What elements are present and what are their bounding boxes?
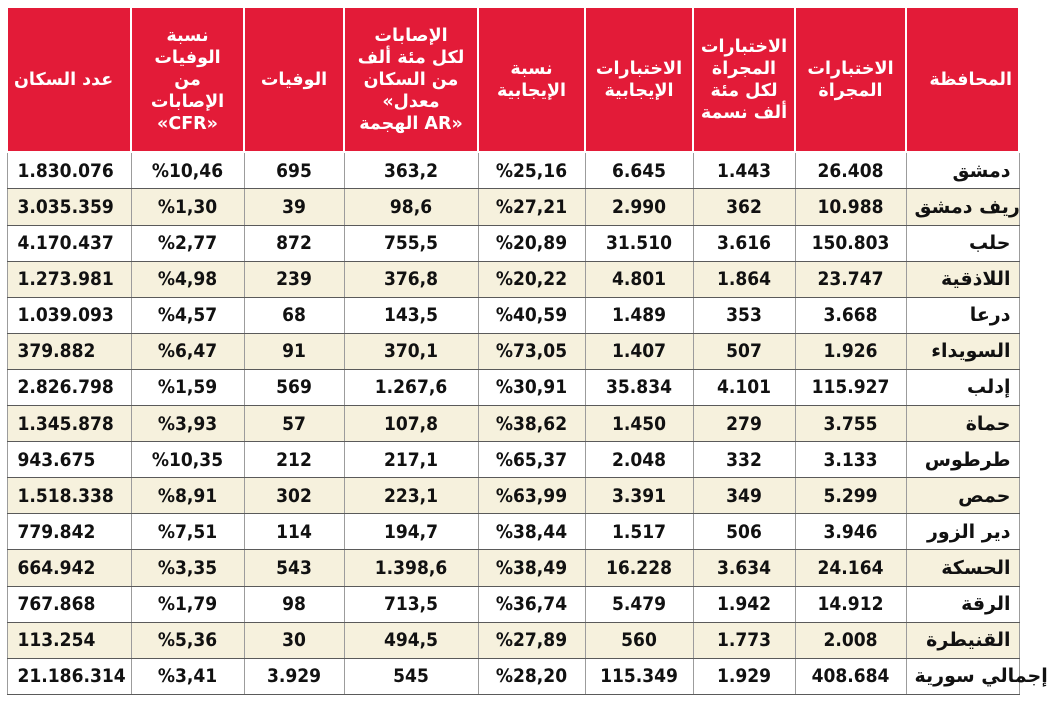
cell-governorate: إجمالي سورية <box>906 658 1019 694</box>
header-row <box>7 7 1019 152</box>
cell-governorate: حمص <box>906 478 1019 514</box>
cell-deaths: 302 <box>244 478 344 514</box>
cell-attack-rate: 713,5 <box>344 586 478 622</box>
cell-cfr: %3,93 <box>131 406 244 442</box>
cell-tests-done: 26.408 <box>795 152 906 189</box>
cell-attack-rate: 545 <box>344 658 478 694</box>
table-row <box>7 514 1019 550</box>
cell-cfr: %5,36 <box>131 622 244 658</box>
header-positive-tests: الاختبارات الإيجابية <box>585 7 693 152</box>
cell-governorate: اللاذقية <box>906 261 1019 297</box>
cell-population: 1.345.878 <box>7 406 131 442</box>
cell-tests-done: 10.988 <box>795 189 906 225</box>
cell-population: 21.186.314 <box>7 658 131 694</box>
cell-positivity: %38,44 <box>478 514 585 550</box>
cell-positivity: %28,20 <box>478 658 585 694</box>
cell-population: 943.675 <box>7 442 131 478</box>
table-row <box>7 586 1019 622</box>
cell-positive-tests: 1.407 <box>585 333 693 369</box>
cell-cfr: %7,51 <box>131 514 244 550</box>
cell-deaths: 569 <box>244 369 344 405</box>
cell-cfr: %10,46 <box>131 152 244 189</box>
cell-positive-tests: 2.048 <box>585 442 693 478</box>
cell-tests-per-100k: 1.443 <box>693 152 795 189</box>
cell-tests-per-100k: 1.942 <box>693 586 795 622</box>
cell-deaths: 91 <box>244 333 344 369</box>
cell-population: 1.039.093 <box>7 297 131 333</box>
cell-deaths: 3.929 <box>244 658 344 694</box>
cell-attack-rate: 143,5 <box>344 297 478 333</box>
cell-tests-done: 3.133 <box>795 442 906 478</box>
cell-tests-per-100k: 4.101 <box>693 369 795 405</box>
cell-tests-done: 3.668 <box>795 297 906 333</box>
cell-positive-tests: 1.517 <box>585 514 693 550</box>
table-row <box>7 622 1019 658</box>
cell-tests-per-100k: 279 <box>693 406 795 442</box>
cell-population: 2.826.798 <box>7 369 131 405</box>
cell-governorate: حلب <box>906 225 1019 261</box>
cell-population: 767.868 <box>7 586 131 622</box>
cell-deaths: 212 <box>244 442 344 478</box>
cell-tests-per-100k: 1.864 <box>693 261 795 297</box>
cell-attack-rate: 1.398,6 <box>344 550 478 586</box>
cell-deaths: 872 <box>244 225 344 261</box>
cell-positive-tests: 35.834 <box>585 369 693 405</box>
cell-governorate: ريف دمشق <box>906 189 1019 225</box>
cell-cfr: %1,59 <box>131 369 244 405</box>
table-row <box>7 261 1019 297</box>
cell-positivity: %38,49 <box>478 550 585 586</box>
cell-governorate: الرقة <box>906 586 1019 622</box>
cell-tests-per-100k: 506 <box>693 514 795 550</box>
cell-cfr: %4,98 <box>131 261 244 297</box>
cell-positivity: %38,62 <box>478 406 585 442</box>
cell-positivity: %27,89 <box>478 622 585 658</box>
table-row <box>7 478 1019 514</box>
cell-cfr: %10,35 <box>131 442 244 478</box>
cell-tests-done: 14.912 <box>795 586 906 622</box>
cell-governorate: دمشق <box>906 152 1019 189</box>
cell-positivity: %20,22 <box>478 261 585 297</box>
cell-deaths: 543 <box>244 550 344 586</box>
cell-governorate: طرطوس <box>906 442 1019 478</box>
cell-positivity: %30,91 <box>478 369 585 405</box>
cell-governorate: الحسكة <box>906 550 1019 586</box>
cell-population: 779.842 <box>7 514 131 550</box>
cell-positivity: %65,37 <box>478 442 585 478</box>
header-positivity: نسبة الإيجابية <box>478 7 585 152</box>
cell-positivity: %27,21 <box>478 189 585 225</box>
table-body <box>7 152 1048 695</box>
cell-positive-tests: 1.489 <box>585 297 693 333</box>
covid-governorate-table <box>6 6 1048 695</box>
cell-tests-done: 2.008 <box>795 622 906 658</box>
cell-positive-tests: 5.479 <box>585 586 693 622</box>
cell-deaths: 114 <box>244 514 344 550</box>
cell-tests-done: 150.803 <box>795 225 906 261</box>
cell-deaths: 98 <box>244 586 344 622</box>
cell-positive-tests: 1.450 <box>585 406 693 442</box>
cell-deaths: 239 <box>244 261 344 297</box>
cell-governorate: السويداء <box>906 333 1019 369</box>
cell-positive-tests: 560 <box>585 622 693 658</box>
cell-tests-per-100k: 1.929 <box>693 658 795 694</box>
cell-tests-per-100k: 362 <box>693 189 795 225</box>
table-row <box>7 406 1019 442</box>
cell-governorate: حماة <box>906 406 1019 442</box>
cell-population: 113.254 <box>7 622 131 658</box>
cell-cfr: %6,47 <box>131 333 244 369</box>
cell-attack-rate: 223,1 <box>344 478 478 514</box>
cell-tests-per-100k: 507 <box>693 333 795 369</box>
cell-cfr: %1,79 <box>131 586 244 622</box>
cell-attack-rate: 1.267,6 <box>344 369 478 405</box>
cell-positivity: %63,99 <box>478 478 585 514</box>
header-population: عدد السكان <box>7 7 131 152</box>
cell-positive-tests: 4.801 <box>585 261 693 297</box>
cell-cfr: %3,41 <box>131 658 244 694</box>
cell-deaths: 68 <box>244 297 344 333</box>
cell-tests-done: 408.684 <box>795 658 906 694</box>
cell-attack-rate: 98,6 <box>344 189 478 225</box>
cell-deaths: 57 <box>244 406 344 442</box>
table-row <box>7 189 1019 225</box>
cell-positive-tests: 115.349 <box>585 658 693 694</box>
cell-cfr: %8,91 <box>131 478 244 514</box>
cell-tests-done: 24.164 <box>795 550 906 586</box>
table-row <box>7 550 1019 586</box>
cell-attack-rate: 370,1 <box>344 333 478 369</box>
header-cfr: نسبة الوفيات من الإصابات «CFR» <box>131 7 244 152</box>
header-governorate: المحافظة <box>906 7 1019 152</box>
cell-attack-rate: 217,1 <box>344 442 478 478</box>
cell-tests-per-100k: 349 <box>693 478 795 514</box>
cell-population: 4.170.437 <box>7 225 131 261</box>
cell-population: 1.830.076 <box>7 152 131 189</box>
header-attack-rate: الإصابات لكل مئة ألف من السكان «معدل الهجمة AR» <box>344 7 478 152</box>
table-row <box>7 369 1019 405</box>
cell-attack-rate: 494,5 <box>344 622 478 658</box>
cell-population: 379.882 <box>7 333 131 369</box>
cell-deaths: 695 <box>244 152 344 189</box>
cell-population: 1.518.338 <box>7 478 131 514</box>
cell-population: 3.035.359 <box>7 189 131 225</box>
cell-cfr: %4,57 <box>131 297 244 333</box>
cell-positivity: %36,74 <box>478 586 585 622</box>
cell-governorate: القنيطرة <box>906 622 1019 658</box>
cell-tests-done: 115.927 <box>795 369 906 405</box>
cell-tests-per-100k: 3.616 <box>693 225 795 261</box>
table-header <box>7 7 1019 152</box>
cell-deaths: 30 <box>244 622 344 658</box>
cell-deaths: 39 <box>244 189 344 225</box>
cell-positive-tests: 3.391 <box>585 478 693 514</box>
table-row-total <box>7 658 1019 694</box>
cell-tests-per-100k: 332 <box>693 442 795 478</box>
cell-tests-done: 23.747 <box>795 261 906 297</box>
cell-attack-rate: 194,7 <box>344 514 478 550</box>
table-row <box>7 225 1019 261</box>
cell-tests-per-100k: 1.773 <box>693 622 795 658</box>
cell-positive-tests: 2.990 <box>585 189 693 225</box>
cell-population: 1.273.981 <box>7 261 131 297</box>
cell-attack-rate: 363,2 <box>344 152 478 189</box>
cell-governorate: دير الزور <box>906 514 1019 550</box>
cell-attack-rate: 755,5 <box>344 225 478 261</box>
cell-population: 664.942 <box>7 550 131 586</box>
cell-tests-done: 3.946 <box>795 514 906 550</box>
cell-positivity: %25,16 <box>478 152 585 189</box>
table-row <box>7 297 1019 333</box>
table-row <box>7 442 1019 478</box>
cell-positive-tests: 16.228 <box>585 550 693 586</box>
cell-cfr: %1,30 <box>131 189 244 225</box>
cell-attack-rate: 107,8 <box>344 406 478 442</box>
cell-positivity: %20,89 <box>478 225 585 261</box>
cell-tests-done: 1.926 <box>795 333 906 369</box>
cell-tests-done: 3.755 <box>795 406 906 442</box>
cell-attack-rate: 376,8 <box>344 261 478 297</box>
header-tests-per-100k: الاختبارات المجراة لكل مئة ألف نسمة <box>693 7 795 152</box>
header-tests-done: الاختبارات المجراة <box>795 7 906 152</box>
cell-positive-tests: 31.510 <box>585 225 693 261</box>
header-deaths: الوفيات <box>244 7 344 152</box>
cell-positive-tests: 6.645 <box>585 152 693 189</box>
table-row <box>7 333 1019 369</box>
cell-tests-per-100k: 353 <box>693 297 795 333</box>
cell-tests-done: 5.299 <box>795 478 906 514</box>
cell-positivity: %40,59 <box>478 297 585 333</box>
cell-tests-per-100k: 3.634 <box>693 550 795 586</box>
cell-governorate: إدلب <box>906 369 1019 405</box>
cell-cfr: %2,77 <box>131 225 244 261</box>
cell-cfr: %3,35 <box>131 550 244 586</box>
cell-governorate: درعا <box>906 297 1019 333</box>
cell-positivity: %73,05 <box>478 333 585 369</box>
table-row <box>7 152 1019 189</box>
